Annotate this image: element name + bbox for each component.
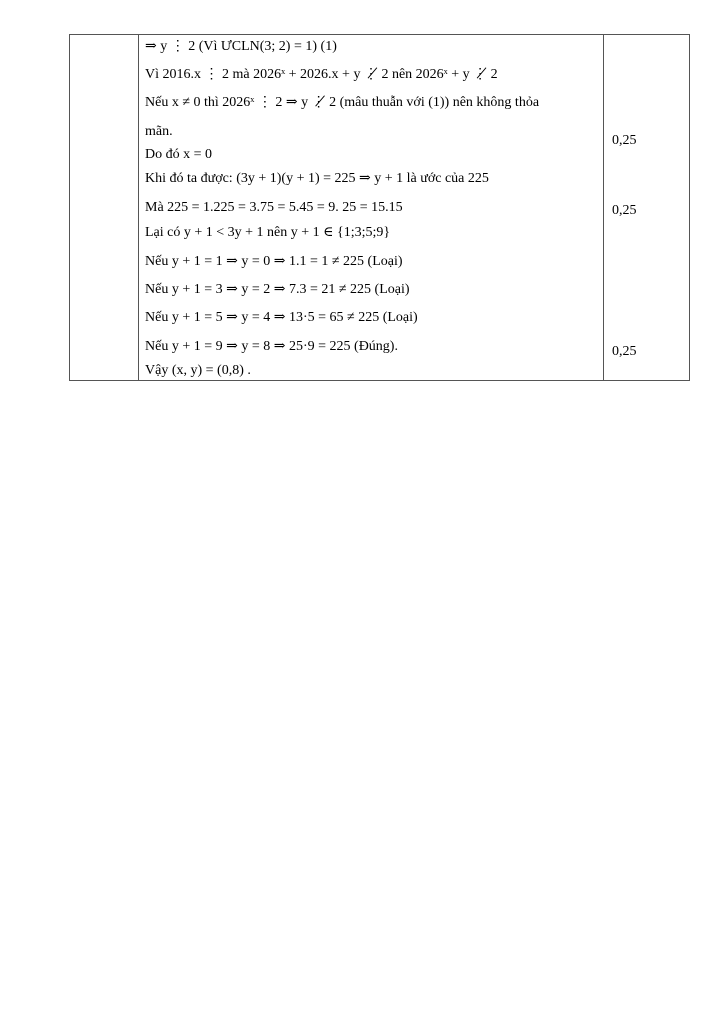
solution-line: Do đó x = 0 (145, 147, 213, 162)
score-value: 0,25 (612, 203, 637, 218)
solution-line: mãn. (145, 124, 173, 139)
solution-line: Lại có y + 1 < 3y + 1 nên y + 1 ∈ {1;3;5;9} (145, 225, 391, 240)
solution-line: Nếu x ≠ 0 thì 2026ˣ ⋮ 2 ⇒ y ⋮̸ 2 (mâu thuẫn với (1)) nên không thỏa (145, 95, 540, 110)
solution-line: Nếu y + 1 = 1 ⇒ y = 0 ⇒ 1.1 = 1 ≠ 225 (Loại) (145, 254, 403, 269)
solution-line: Mà 225 = 1.225 = 3.75 = 5.45 = 9. 25 = 15.15 (145, 200, 403, 215)
score-column (604, 35, 690, 380)
solution-line: ⇒ y ⋮ 2 (Vì ƯCLN(3; 2) = 1) (1) (145, 39, 337, 54)
score-value: 0,25 (612, 344, 637, 359)
solution-line: Khi đó ta được: (3y + 1)(y + 1) = 225 ⇒ y + 1 là ước của 225 (145, 171, 489, 186)
solution-line: Vậy (x, y) = (0,8) . (145, 363, 251, 378)
solution-column (139, 35, 604, 380)
answer-table (69, 34, 690, 381)
solution-line: Nếu y + 1 = 3 ⇒ y = 2 ⇒ 7.3 = 21 ≠ 225 (Loại) (145, 282, 410, 297)
score-value: 0,25 (612, 133, 637, 148)
solution-line: Nếu y + 1 = 5 ⇒ y = 4 ⇒ 13·5 = 65 ≠ 225 (Loại) (145, 310, 418, 325)
question-column (70, 35, 139, 380)
solution-line: Vì 2016.x ⋮ 2 mà 2026ˣ + 2026.x + y ⋮̸ 2 nên 2026ˣ + y ⋮̸ 2 (145, 67, 498, 82)
solution-line: Nếu y + 1 = 9 ⇒ y = 8 ⇒ 25·9 = 225 (Đúng). (145, 339, 398, 354)
